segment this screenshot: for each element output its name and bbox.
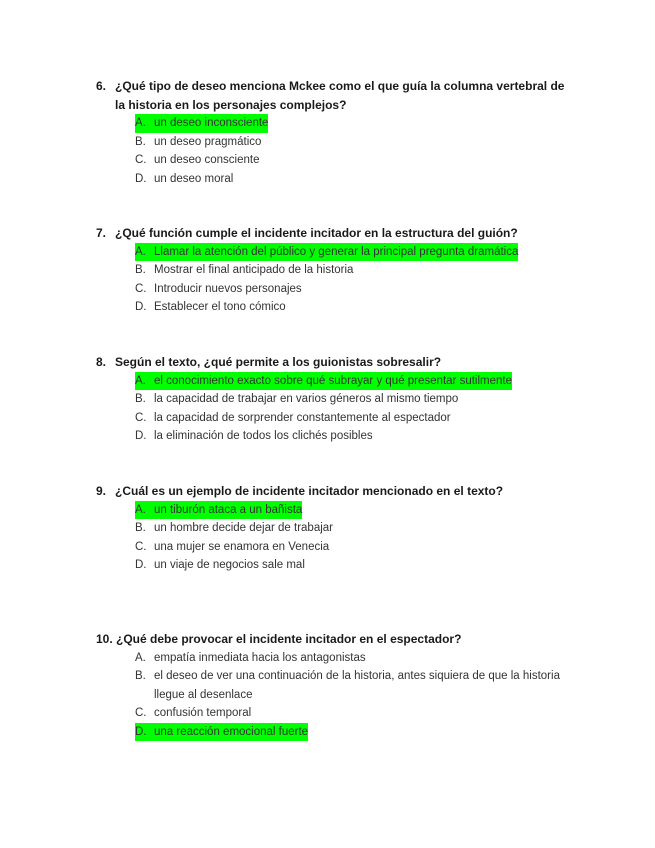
option-c <box>135 704 576 723</box>
option-letter: A. <box>135 114 154 133</box>
option-letter: A. <box>135 501 154 520</box>
option-text: una mujer se enamora en Venecia <box>154 540 330 553</box>
option-text: un deseo moral <box>154 172 234 185</box>
option-letter: D. <box>135 723 154 742</box>
option-letter: A. <box>135 243 154 262</box>
option-text: Establecer el tono cómico <box>154 301 286 313</box>
option-letter: D. <box>135 559 147 571</box>
question-number: 8. <box>96 355 107 369</box>
option-text: un deseo pragmático <box>154 135 262 148</box>
option-list <box>135 501 576 575</box>
option-text: el conocimiento exacto sobre qué subrayar y qué presentar sutilmente <box>154 372 512 391</box>
option-text: la capacidad de trabajar en varios géneros al mismo tiempo <box>154 393 459 405</box>
question-text: ¿Qué debe provocar el incidente incitador en el espectador? <box>116 632 462 646</box>
question-text: Según el texto, ¿qué permite a los guionistas sobresalir? <box>115 355 442 369</box>
question-number: 10. <box>96 632 113 646</box>
option-letter: A. <box>135 372 154 391</box>
option-text: la eliminación de todos los clichés posibles <box>154 430 373 442</box>
question-text: ¿Qué función cumple el incidente incitador en la estructura del guión? <box>115 226 518 240</box>
option-c <box>135 409 576 428</box>
option-letter: C. <box>135 154 147 166</box>
option-text: un deseo consciente <box>154 154 260 166</box>
question-9 <box>96 482 576 575</box>
option-letter: C. <box>135 282 147 295</box>
option-text: el deseo de ver una continuación de la historia, antes siquiera de que la historia llegue al desenlace <box>154 670 560 701</box>
question-heading <box>96 482 576 501</box>
option-letter: D. <box>135 172 147 185</box>
question-6 <box>96 77 576 188</box>
option-letter: B. <box>135 393 146 405</box>
option-a <box>135 243 576 262</box>
option-text: un deseo inconsciente <box>154 114 268 133</box>
question-number: 9. <box>96 484 107 498</box>
option-b <box>135 133 576 152</box>
question-heading <box>96 224 576 243</box>
option-letter: C. <box>135 411 147 424</box>
option-b <box>135 519 576 538</box>
option-b <box>135 667 576 704</box>
option-b <box>135 261 576 280</box>
option-d <box>135 170 576 189</box>
option-d <box>135 298 576 317</box>
option-text: confusión temporal <box>154 707 252 719</box>
option-list <box>135 372 576 446</box>
option-text: Introducir nuevos personajes <box>154 282 302 295</box>
option-a <box>135 649 576 668</box>
option-letter: D. <box>135 301 147 313</box>
question-10 <box>96 630 576 741</box>
option-list <box>135 114 576 188</box>
option-text: Llamar la atención del público y generar la principal pregunta dramática <box>154 243 518 262</box>
option-letter: A. <box>135 651 146 664</box>
option-letter: B. <box>135 135 146 148</box>
option-letter: B. <box>135 522 146 534</box>
option-c <box>135 280 576 299</box>
question-text: ¿Qué tipo de deseo menciona Mckee como el que guía la columna vertebral de la historia en los personajes complejos? <box>115 79 565 112</box>
option-d <box>135 427 576 446</box>
option-text: una reacción emocional fuerte <box>154 723 308 742</box>
question-text: ¿Cuál es un ejemplo de incidente incitador mencionado en el texto? <box>115 484 504 498</box>
option-letter: B. <box>135 264 146 276</box>
question-number: 6. <box>96 79 107 93</box>
option-d <box>135 556 576 575</box>
question-heading <box>96 630 576 649</box>
option-text: un viaje de negocios sale mal <box>154 559 305 571</box>
option-text: Mostrar el final anticipado de la historia <box>154 264 354 276</box>
question-number: 7. <box>96 226 107 240</box>
option-b <box>135 390 576 409</box>
option-text: un tiburón ataca a un bañista <box>154 501 302 520</box>
option-text: empatía inmediata hacia los antagonistas <box>154 651 366 664</box>
option-text: la capacidad de sorprender constantemente al espectador <box>154 411 451 424</box>
option-a <box>135 501 576 520</box>
question-heading <box>96 353 576 372</box>
question-7 <box>96 224 576 317</box>
option-letter: D. <box>135 430 147 442</box>
option-list <box>135 243 576 317</box>
option-c <box>135 151 576 170</box>
option-letter: C. <box>135 707 147 719</box>
option-list <box>135 649 576 742</box>
option-c <box>135 538 576 557</box>
option-letter: B. <box>135 670 146 682</box>
option-letter: C. <box>135 540 147 553</box>
option-d <box>135 723 576 742</box>
question-heading <box>96 77 576 114</box>
option-text: un hombre decide dejar de trabajar <box>154 522 334 534</box>
option-a <box>135 114 576 133</box>
option-a <box>135 372 576 391</box>
question-8 <box>96 353 576 446</box>
